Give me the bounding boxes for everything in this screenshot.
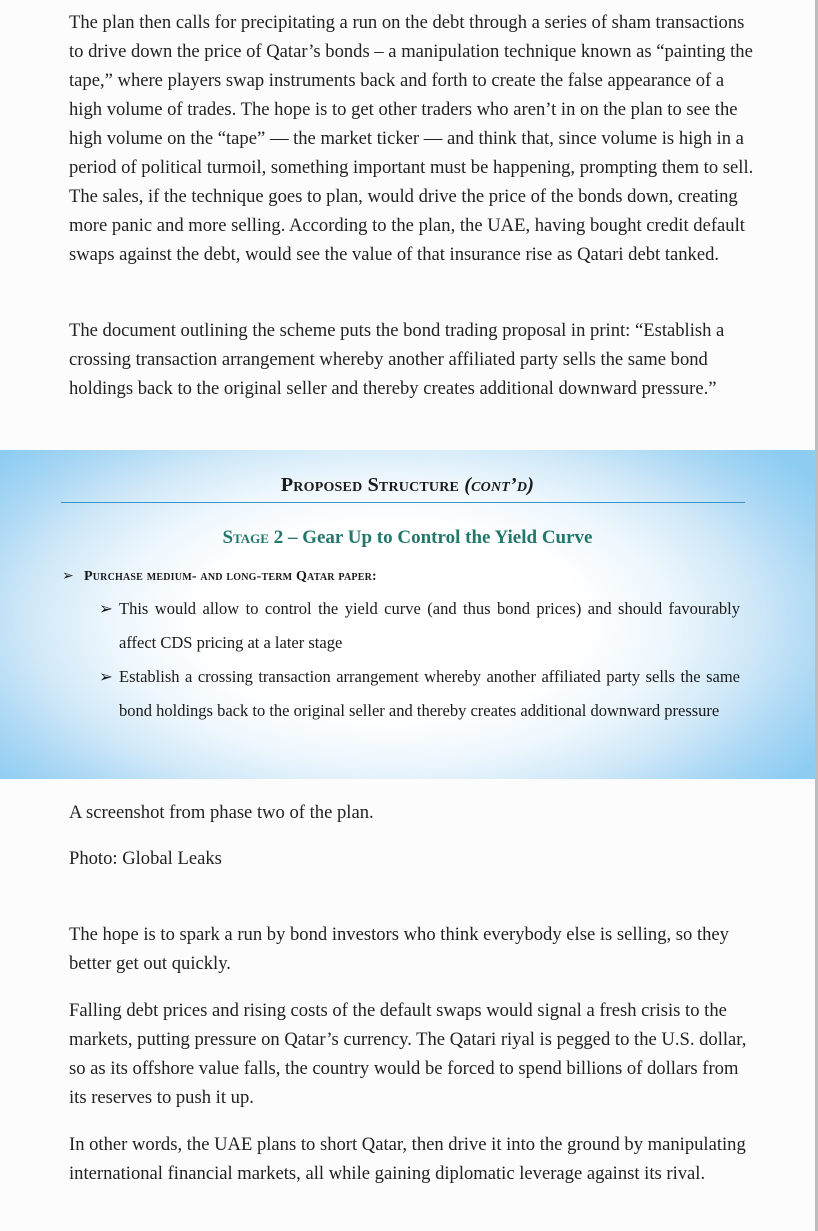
article-paragraph-painting-the-tape: The plan then calls for precipitating a run on the debt through a series of sham transactions to drive down the price of Qatar’s bonds – a manipulation technique known as “painting the tape,” where players swap instruments back and forth to create the false appearance of a high volume of trades. The hope is to get other traders who aren’t in on the plan to see the high volume on the “tape” — the market ticker — and think that, since volume is high in a period of political turmoil, something important must be happening, prompting them to sell. The sales, if the technique goes to plan, would drive the price of the bonds down, creating more panic and more selling. According to the plan, the UAE, having bought credit default swaps against the debt, would see the value of that insurance rise as Qatari debt tanked.: [69, 12, 754, 265]
slide-title: [0, 474, 815, 497]
sub-bullet-text: This would allow to control the yield curve (and thus bond prices) and should favourably affect CDS pricing at a later stage: [119, 599, 740, 652]
photo-credit: Photo: Global Leaks: [69, 848, 222, 869]
article-paragraph-document-quote: The document outlining the scheme puts the bond trading proposal in print: “Establish a crossing transaction arrangement whereby another affiliated party sells the same bond holdings back to the original seller and thereby creates additional downward pressure.”: [69, 320, 725, 399]
arrow-bullet-icon: ➢: [62, 569, 74, 584]
stage-heading: [0, 527, 815, 549]
stage-label: Stage 2: [222, 527, 284, 548]
slide-divider: [61, 502, 745, 503]
slide-screenshot: [0, 450, 815, 779]
sub-bullet-yield-curve: [99, 592, 740, 659]
image-caption: A screenshot from phase two of the plan.: [69, 802, 374, 823]
sub-bullet-crossing-transaction: [99, 660, 740, 727]
stage-title: – Gear Up to Control the Yield Curve: [283, 527, 593, 548]
article-paragraph-currency-pressure: Falling debt prices and rising costs of the default swaps would signal a fresh crisis to the markets, putting pressure on Qatar’s currency. The Qatari riyal is pegged to the U.S. dollar, so as its offshore value falls, the country would be forced to spend billions of dollars from its reserves to push it up.: [69, 1000, 747, 1108]
main-bullet: [62, 568, 377, 585]
slide-title-cont: (cont’d): [464, 474, 535, 496]
article-paragraph-short-qatar: In other words, the UAE plans to short Qatar, then drive it into the ground by manipulating international financial markets, all while gaining diplomatic leverage against its rival.: [69, 1134, 746, 1184]
arrow-bullet-icon: ➢: [99, 667, 113, 686]
arrow-bullet-icon: ➢: [99, 599, 113, 618]
slide-title-text: Proposed Structure: [280, 474, 460, 496]
sub-bullet-text: Establish a crossing transaction arrangement whereby another affiliated party sells the same bond holdings back to the original seller and thereby creates additional downward pressure: [119, 667, 740, 720]
article-paragraph-run-by-investors: The hope is to spark a run by bond investors who think everybody else is selling, so they better get out quickly.: [69, 924, 729, 974]
main-bullet-text: Purchase medium- and long-term Qatar paper:: [84, 569, 377, 584]
